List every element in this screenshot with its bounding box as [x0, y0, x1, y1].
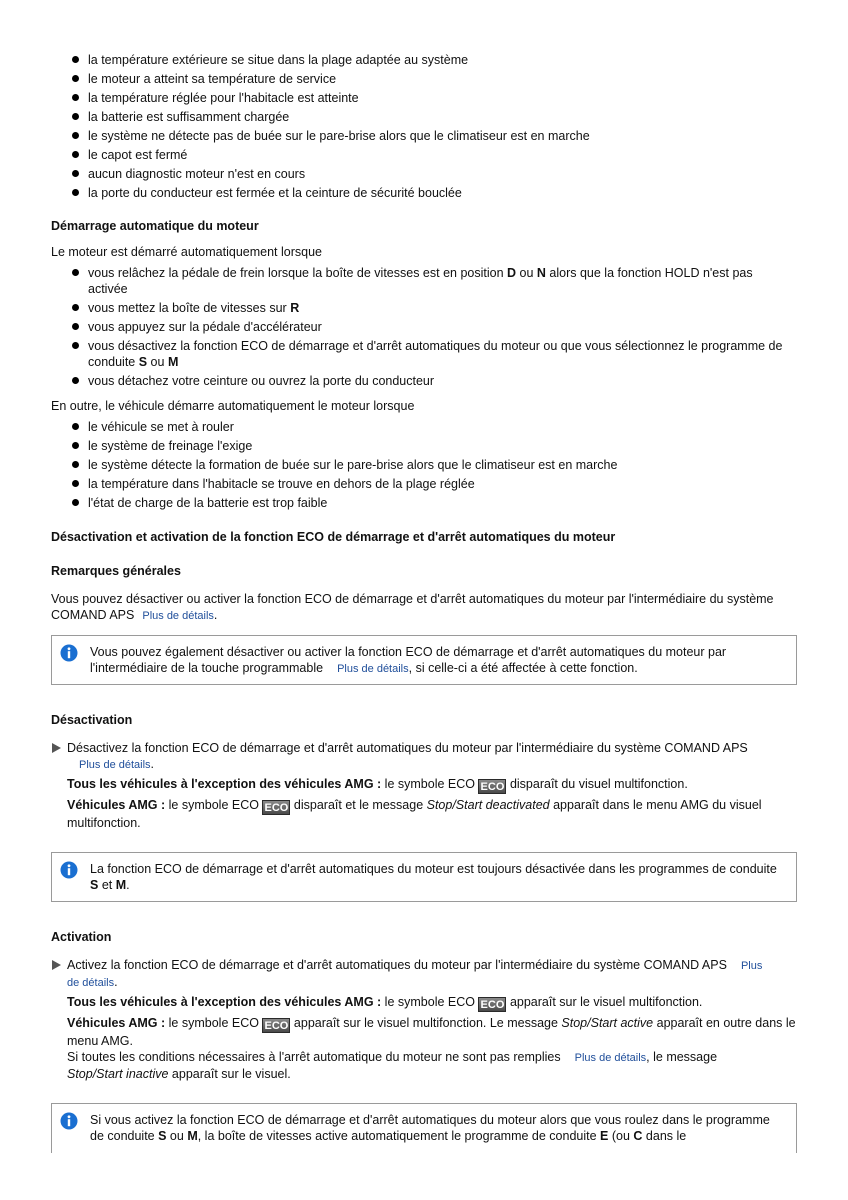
conditions-list — [71, 52, 791, 204]
list-item — [71, 338, 791, 370]
program-m: M — [187, 1129, 198, 1143]
display-message: Stop/Start deactivated — [426, 798, 550, 812]
amg-line — [67, 797, 801, 831]
deactivation-heading: Désactivation — [51, 713, 133, 727]
eco-symbol-icon: ECO — [478, 997, 506, 1012]
text: ou — [166, 1129, 188, 1143]
info-icon — [60, 1112, 78, 1130]
activation-step — [51, 957, 801, 1082]
deactivation-step — [51, 740, 801, 831]
eco-symbol-icon: ECO — [262, 800, 290, 815]
text: Si vous activez la fonction ECO de démarrage et d'arrêt automatiques du moteur alors que vous roulez dans le programme de conduite — [90, 1113, 770, 1143]
text: vous désactivez la fonction ECO de démarrage et d'arrêt automatiques du moteur ou que vous sélectionnez le programme de conduite — [88, 339, 783, 369]
text: La fonction ECO de démarrage et d'arrêt automatiques du moteur est toujours désactivée dans les programmes de conduite — [90, 862, 777, 876]
list-item: l'état de charge de la batterie est trop faible — [71, 495, 791, 511]
general-text — [51, 591, 801, 624]
text: apparaît en outre dans le menu AMG. — [67, 1016, 796, 1048]
program-m: M — [115, 878, 127, 892]
text: apparaît sur le visuel multifonction. Le message — [290, 1016, 562, 1030]
text: apparaît sur le visuel. — [168, 1067, 291, 1081]
display-message: Stop/Start inactive — [67, 1067, 169, 1081]
list-item: le système détecte la formation de buée sur le pare-brise alors que le climatiseur est en marche — [71, 457, 791, 473]
auto-start-intro2: En outre, le véhicule démarre automatiquement le moteur lorsque — [51, 399, 415, 413]
arrow-right-icon — [52, 743, 61, 753]
list-item: le véhicule se met à rouler — [71, 419, 791, 435]
amg-line — [67, 1015, 801, 1049]
auto-start-heading: Démarrage automatique du moteur — [51, 219, 259, 233]
details-link[interactable]: Plus de détails — [79, 759, 151, 771]
arrow-right-icon — [52, 960, 61, 970]
list-item: le moteur a atteint sa température de service — [71, 71, 791, 87]
step-text — [67, 957, 801, 991]
list-item: la batterie est suffisamment chargée — [71, 109, 791, 125]
program-e: E — [600, 1129, 609, 1143]
text: , le message — [646, 1050, 718, 1064]
list-item: la température réglée pour l'habitacle est atteinte — [71, 90, 791, 106]
text: , la boîte de vitesses active automatiquement le programme de conduite — [197, 1129, 601, 1143]
text: le symbole ECO — [165, 1016, 263, 1030]
text: alors que la fonction HOLD n'est pas activée — [88, 266, 753, 296]
text: et — [98, 878, 116, 892]
period: . — [114, 975, 118, 989]
label: Tous les véhicules à l'exception des véhicules AMG : — [67, 995, 382, 1009]
text: apparaît dans le menu AMG du visuel multifonction. — [67, 798, 762, 830]
auto-start-intro: Le moteur est démarré automatiquement lorsque — [51, 245, 322, 259]
text: ou — [516, 266, 537, 280]
gear-r: R — [290, 301, 300, 315]
period: . — [150, 757, 155, 771]
eco-symbol-icon: ECO — [478, 779, 506, 794]
nonamg-line — [67, 776, 801, 794]
list-item: vous appuyez sur la pédale d'accélérateur — [71, 319, 791, 335]
text: le symbole ECO — [381, 777, 479, 791]
info-icon — [60, 861, 78, 879]
program-m: M — [167, 355, 179, 369]
activation-heading: Activation — [51, 930, 112, 944]
list-item: le capot est fermé — [71, 147, 791, 163]
gear-n: N — [536, 266, 546, 280]
text: le symbole ECO — [165, 798, 263, 812]
list-item: aucun diagnostic moteur n'est en cours — [71, 166, 791, 182]
text: Vous pouvez également désactiver ou activer la fonction ECO de démarrage et d'arrêt automatiques du moteur par l'intermédiaire de la touche programmable — [90, 645, 727, 675]
period: . — [213, 608, 218, 622]
details-link[interactable]: Plus — [740, 960, 763, 972]
list-item: la température dans l'habitacle se trouve en dehors de la plage réglée — [71, 476, 791, 492]
label: Tous les véhicules à l'exception des véhicules AMG : — [67, 777, 382, 791]
program-c: C — [633, 1129, 643, 1143]
text: le symbole ECO — [381, 995, 479, 1009]
program-s: S — [158, 1129, 167, 1143]
details-link[interactable]: Plus de détails — [574, 1052, 647, 1064]
auto-start-list — [71, 265, 791, 392]
info-note — [51, 635, 797, 685]
list-item — [71, 265, 791, 297]
general-heading: Remarques générales — [51, 564, 181, 578]
eco-symbol-icon: ECO — [262, 1018, 290, 1033]
text: (ou — [608, 1129, 634, 1143]
text: ou — [147, 355, 168, 369]
info-note — [51, 852, 797, 902]
details-link[interactable]: Plus de détails — [142, 610, 214, 622]
label: Véhicules AMG : — [67, 1016, 166, 1030]
text: Activez la fonction ECO de démarrage et d'arrêt automatiques du moteur par l'intermédiaire du système COMAND APS — [67, 958, 727, 972]
section-heading: Désactivation et activation de la fonction ECO de démarrage et d'arrêt automatiques du moteur — [51, 530, 616, 544]
text: Si toutes les conditions nécessaires à l'arrêt automatique du moteur ne sont pas remplies — [67, 1050, 561, 1064]
text: vous mettez la boîte de vitesses sur — [88, 301, 291, 315]
condition-line — [67, 1049, 801, 1082]
step-text — [67, 740, 801, 773]
list-item: le système ne détecte pas de buée sur le pare-brise alors que le climatiseur est en marche — [71, 128, 791, 144]
program-s: S — [138, 355, 148, 369]
text: apparaît sur le visuel multifonction. — [506, 995, 703, 1009]
text: vous relâchez la pédale de frein lorsque la boîte de vitesses est en position — [88, 266, 508, 280]
list-item — [71, 300, 791, 316]
text: . — [126, 878, 130, 892]
display-message: Stop/Start active — [561, 1016, 654, 1030]
auto-start-list2 — [71, 419, 791, 514]
text: disparaît du visuel multifonction. — [506, 777, 688, 791]
list-item: la porte du conducteur est fermée et la ceinture de sécurité bouclée — [71, 185, 791, 201]
nonamg-line — [67, 994, 801, 1012]
text: Désactivez la fonction ECO de démarrage et d'arrêt automatiques du moteur par l'intermédiaire du système COMAND APS — [67, 741, 748, 755]
details-link[interactable]: de détails — [67, 977, 115, 989]
info-icon — [60, 644, 78, 662]
list-item: le système de freinage l'exige — [71, 438, 791, 454]
list-item: la température extérieure se situe dans la plage adaptée au système — [71, 52, 791, 68]
text: dans le — [642, 1129, 687, 1143]
label: Véhicules AMG : — [67, 798, 166, 812]
text: , si celle-ci a été affectée à cette fonction. — [408, 661, 638, 675]
text: Vous pouvez désactiver ou activer la fonction ECO de démarrage et d'arrêt automatiques du moteur par l'intermédiaire du système COMAND APS — [51, 592, 774, 622]
program-s: S — [90, 878, 99, 892]
list-item: vous détachez votre ceinture ou ouvrez la porte du conducteur — [71, 373, 791, 389]
text: disparaît et le message — [290, 798, 427, 812]
gear-d: D — [507, 266, 517, 280]
info-note — [51, 1103, 797, 1153]
details-link[interactable]: Plus de détails — [337, 663, 409, 675]
